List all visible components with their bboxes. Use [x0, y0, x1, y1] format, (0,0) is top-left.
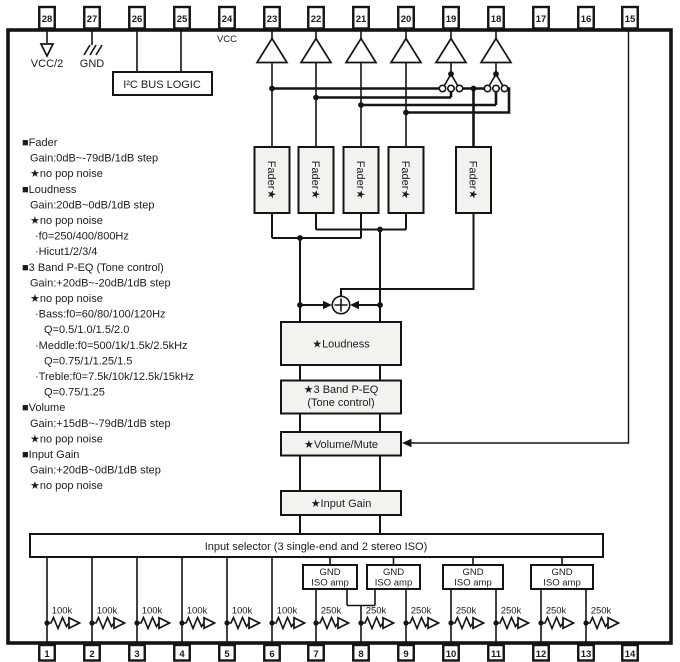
resistor-value: 100k: [96, 605, 118, 617]
spec-note-line: Q=0.75/1/1.25/1.5: [44, 355, 133, 368]
pin-number: 27: [86, 14, 98, 25]
spec-note-line: ★no pop noise: [30, 168, 103, 181]
pin-number: 28: [41, 14, 53, 25]
spec-notes-panel: [22, 137, 194, 492]
resistor-icon: [541, 618, 563, 629]
gnd-iso-label: ISO amp: [543, 577, 581, 589]
resistor-icon: [496, 618, 518, 629]
loudness-label: ★Loudness: [312, 338, 370, 351]
resistor-icon: [406, 618, 428, 629]
spec-note-line: ·f0=250/400/800Hz: [35, 230, 129, 243]
resistor-value: 250k: [455, 605, 477, 617]
switch-contact: [456, 85, 462, 91]
ground-icon: [84, 45, 102, 55]
pin-number: 16: [580, 14, 592, 25]
resistor-icon: [227, 618, 249, 629]
pin-number: 17: [535, 14, 547, 25]
arrowhead-right-icon: [323, 301, 332, 309]
resistor-icon: [361, 618, 383, 629]
resistor-value: 100k: [276, 605, 298, 617]
resistor-icon: [451, 618, 473, 629]
resistor-icon: [137, 618, 159, 629]
pin-number: 9: [403, 649, 409, 660]
wire-i2c-pins: [137, 31, 181, 72]
buffer-amp-icon: [204, 618, 215, 628]
spec-note-line: ·Hicut1/2/3/4: [35, 246, 98, 259]
gnd-iso-label: ISO amp: [454, 577, 492, 589]
pin-number: 11: [490, 649, 502, 660]
vcc2-arrow-icon: [41, 44, 53, 56]
buffer-amp-icon: [383, 618, 394, 628]
spec-note-line: Gain:20dB~0dB/1dB step: [30, 199, 155, 212]
gnd-label: GND: [79, 58, 105, 70]
switch-contact: [448, 85, 454, 91]
gnd-iso-label: GND: [319, 567, 341, 578]
pin-number: 14: [624, 649, 636, 660]
spec-note-line: ■Fader: [22, 137, 58, 149]
arrowhead-left-icon: [402, 439, 412, 447]
buffer-amp-icon: [563, 618, 574, 628]
pin-number: 26: [131, 14, 143, 25]
buffer-amp-icon: [294, 618, 305, 628]
amp-icon: [346, 39, 376, 63]
amp-icon: [436, 39, 466, 63]
gnd-iso-label: GND: [382, 567, 405, 578]
buffer-amp-icon: [249, 618, 260, 628]
pin-number: 7: [313, 649, 319, 660]
pin-number: 24: [221, 14, 233, 25]
spec-note-line: ·Treble:f0=7.5k/10k/12.5k/15kHz: [35, 371, 194, 383]
wire-switch-pole: [451, 63, 496, 75]
resistor-value: 250k: [500, 605, 522, 617]
input-gain-label: ★Input Gain: [310, 498, 372, 510]
resistor-value: 100k: [231, 605, 253, 617]
wire-pin15-to-volume: [411, 31, 629, 443]
pin-number: 12: [535, 649, 547, 660]
resistor-icon: [272, 618, 294, 629]
switch-contact: [501, 85, 507, 91]
selector-columns: [47, 557, 272, 645]
gnd-iso-label: GND: [462, 567, 484, 578]
input-selector-label: Input selector (3 single-end and 2 stereo ISO): [204, 541, 428, 553]
gnd-iso-label: GND: [551, 567, 573, 578]
buffer-amp-icon: [473, 618, 484, 628]
pin-number: 4: [179, 649, 185, 660]
pin-number: 21: [355, 14, 367, 25]
wire-peq-volume: [300, 414, 380, 433]
spec-note-line: ·Bass:f0=60/80/100/120Hz: [35, 308, 166, 321]
spec-note-line: ★no pop noise: [30, 433, 103, 446]
pin-number: 10: [445, 649, 457, 660]
amp-icon: [301, 39, 331, 63]
resistor-icon: [316, 618, 338, 629]
spec-note-line: ★no pop noise: [30, 293, 103, 305]
spec-note-line: Q=0.75/1.25: [44, 386, 105, 399]
peq-label-line1: ★3 Band P-EQ: [303, 384, 379, 396]
resistor-value: 250k: [320, 605, 342, 617]
wire-loudness-peq: [300, 365, 380, 381]
fader-label: Fader★: [354, 160, 366, 200]
pin-number: 25: [176, 14, 188, 25]
pin-number: 2: [89, 649, 95, 660]
pin-number: 20: [400, 14, 412, 25]
fader-label: Fader★: [466, 160, 479, 200]
fader-label: Fader★: [265, 160, 277, 200]
spec-note-line: ■Loudness: [22, 183, 77, 196]
amp-icon: [257, 39, 287, 63]
resistor-icon: [586, 618, 608, 629]
buffer-amp-icon: [114, 618, 125, 628]
vcc-label: VCC: [216, 34, 238, 45]
spec-note-line: Gain:0dB~-79dB/1dB step: [30, 152, 159, 165]
resistor-icon: [182, 618, 204, 629]
switch-contact: [439, 85, 445, 91]
pin-number: 19: [445, 14, 457, 25]
buffer-amp-icon: [159, 618, 170, 628]
pin-number: 5: [224, 649, 230, 660]
pin-number: 23: [266, 14, 278, 25]
pin-number: 3: [134, 649, 140, 660]
pin-number: 13: [580, 649, 592, 660]
amp-icon: [481, 39, 511, 63]
wire-selector-to-isoamps: [330, 557, 562, 565]
buffer-amp-icon: [338, 618, 349, 628]
wire-volume-gain: [300, 456, 380, 492]
fader-label: Fader★: [399, 160, 411, 200]
amp-icon: [391, 39, 421, 63]
pin-number: 15: [624, 14, 636, 25]
output-buffers: [257, 31, 511, 63]
spec-note-line: Gain:+20dB~0dB/1dB step: [30, 464, 161, 477]
wire-isoamps-to-pins: [316, 589, 586, 645]
resistor-value: 100k: [51, 605, 73, 617]
spec-note-line: ★no pop noise: [30, 480, 103, 493]
i2c-bus-logic-label: I²C BUS LOGIC: [123, 79, 201, 91]
spec-note-line: ■Volume: [22, 402, 66, 415]
fader-label: Fader★: [309, 160, 321, 200]
buffer-amp-icon: [608, 618, 619, 628]
buffer-amp-icon: [69, 618, 80, 628]
pin-number: 1: [44, 649, 50, 660]
wire-buffer-pins: [272, 31, 496, 39]
resistor-value: 100k: [186, 605, 208, 617]
resistor-value: 100k: [141, 605, 163, 617]
resistor-value: 250k: [545, 605, 567, 617]
peq-label-line2: (Tone control): [307, 397, 375, 409]
gnd-iso-label: ISO amp: [311, 577, 349, 589]
pin-number: 8: [358, 649, 364, 660]
bus-line-4: [406, 89, 509, 113]
arrowhead-left-icon: [350, 301, 359, 309]
spec-note-line: ·Meddle:f0=500/1k/1.5k/2.5kHz: [35, 339, 188, 352]
resistor-value: 250k: [365, 605, 387, 617]
gnd-iso-amp-blocks: [303, 565, 593, 589]
input-resistors: [44, 606, 618, 629]
resistor-icon: [92, 618, 114, 629]
buffer-amp-icon: [518, 618, 529, 628]
buffer-amp-icon: [428, 618, 439, 628]
gnd-iso-label: ISO amp: [374, 577, 413, 589]
pin-number: 18: [490, 14, 502, 25]
fader-blocks: [255, 147, 492, 213]
spec-note-line: ■3 Band P-EQ (Tone control): [22, 261, 164, 274]
spec-note-line: Gain:+20dB~-20dB/1dB step: [30, 277, 171, 290]
pin-number: 6: [269, 649, 275, 660]
resistor-value: 250k: [410, 605, 432, 617]
spec-note-line: ■Input Gain: [22, 449, 80, 461]
switch-contact: [493, 85, 499, 91]
resistor-icon: [47, 618, 69, 629]
vcc2-label: VCC/2: [30, 58, 64, 70]
spec-note-line: Gain:+15dB~-79dB/1dB step: [30, 417, 171, 430]
switch-contact: [484, 85, 490, 91]
spec-note-line: ★no pop noise: [30, 215, 103, 227]
pin-number: 22: [310, 14, 322, 25]
resistor-value: 250k: [590, 605, 612, 617]
wire-gain-selector: [300, 515, 380, 534]
bus-line-2: [316, 92, 451, 98]
volume-mute-label: ★Volume/Mute: [303, 438, 379, 451]
spec-note-line: Q=0.5/1.0/1.5/2.0: [44, 324, 130, 337]
